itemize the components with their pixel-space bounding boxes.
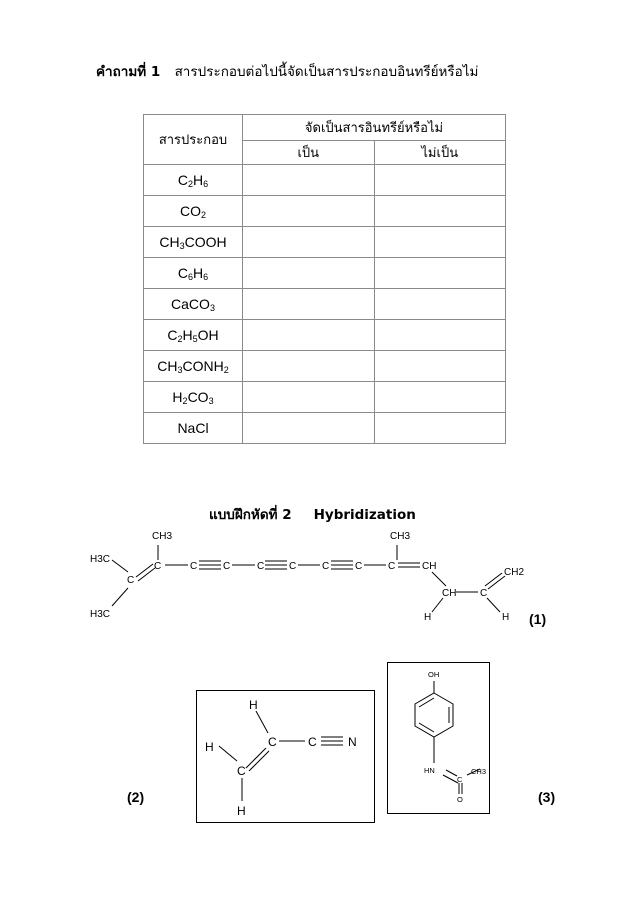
answer-cell-yes[interactable] bbox=[243, 258, 375, 289]
compound-cell: $H_2CO_3$ bbox=[144, 382, 243, 413]
answer-cell-yes[interactable] bbox=[243, 351, 375, 382]
answer-cell-yes[interactable] bbox=[243, 382, 375, 413]
answer-cell-no[interactable] bbox=[374, 258, 506, 289]
atom-oh: OH bbox=[428, 670, 440, 679]
atom-h-top: H bbox=[249, 698, 258, 712]
compound-cell: $C_6H_6$ bbox=[144, 258, 243, 289]
answer-cell-no[interactable] bbox=[374, 320, 506, 351]
atom-ch-low: CH bbox=[442, 588, 457, 599]
exercise-number: แบบฝึกหัดที่ 2 bbox=[209, 507, 292, 523]
atom-c: C bbox=[355, 561, 363, 572]
answer-cell-no[interactable] bbox=[374, 165, 506, 196]
table-row bbox=[144, 382, 506, 413]
atom-c-left: C bbox=[127, 575, 135, 586]
atom-h-left: H bbox=[424, 612, 432, 623]
classification-table bbox=[143, 114, 506, 444]
structure-2-diagram bbox=[197, 691, 374, 822]
atom-c: C bbox=[257, 561, 265, 572]
atom-ch2: CH2 bbox=[504, 567, 525, 578]
atom-h-left: H bbox=[205, 740, 214, 754]
answer-cell-yes[interactable] bbox=[243, 196, 375, 227]
atom-n: N bbox=[348, 735, 357, 749]
atom-h-right: H bbox=[502, 612, 510, 623]
compound-cell: CaCO$_3$ bbox=[144, 289, 243, 320]
structure-2-box bbox=[196, 690, 375, 823]
atom-o: O bbox=[457, 795, 463, 804]
answer-cell-no[interactable] bbox=[374, 351, 506, 382]
atom-c-mid: C bbox=[268, 735, 277, 749]
compound-cell: $CH_3CONH_2$ bbox=[144, 351, 243, 382]
table-row bbox=[144, 413, 506, 444]
answer-cell-no[interactable] bbox=[374, 413, 506, 444]
atom-h3c-top: H3C bbox=[90, 554, 111, 565]
question-number: คำถามที่ 1 bbox=[96, 64, 161, 80]
answer-cell-no[interactable] bbox=[374, 227, 506, 258]
atom-c: C bbox=[289, 561, 297, 572]
compound-cell: $CH_3COOH$ bbox=[144, 227, 243, 258]
compound-cell: NaCl bbox=[144, 413, 243, 444]
compound-cell: $CO_2$ bbox=[144, 196, 243, 227]
answer-cell-yes[interactable] bbox=[243, 227, 375, 258]
header-compound: สารประกอบ bbox=[144, 115, 243, 165]
table-row bbox=[144, 320, 506, 351]
table-row bbox=[144, 165, 506, 196]
table-row bbox=[144, 258, 506, 289]
atom-ch3-right: CH3 bbox=[390, 531, 411, 542]
answer-cell-yes[interactable] bbox=[243, 320, 375, 351]
header-organic-or-not: จัดเป็นสารอินทรีย์หรือไม่ bbox=[243, 115, 506, 141]
header-no: ไม่เป็น bbox=[374, 140, 506, 165]
answer-cell-yes[interactable] bbox=[243, 165, 375, 196]
table-row bbox=[144, 351, 506, 382]
atom-c: C bbox=[322, 561, 330, 572]
atom-c2: C bbox=[154, 561, 162, 572]
question-1-title bbox=[96, 60, 478, 82]
answer-cell-no[interactable] bbox=[374, 196, 506, 227]
atom-c: C bbox=[190, 561, 198, 572]
structure-3-diagram bbox=[388, 663, 489, 813]
structure-1-label: (1) bbox=[529, 611, 547, 627]
atom-c: C bbox=[388, 561, 396, 572]
atom-c: C bbox=[223, 561, 231, 572]
atom-ch: CH bbox=[422, 561, 437, 572]
question-text: สารประกอบต่อไปนี้จัดเป็นสารประกอบอินทรีย์หรือไม่ bbox=[174, 64, 479, 80]
atom-hn: HN bbox=[424, 766, 435, 775]
atom-c-low: C bbox=[237, 764, 246, 778]
structure-3-box bbox=[387, 662, 490, 814]
table-row bbox=[144, 196, 506, 227]
atom-h-bottom: H bbox=[237, 804, 246, 818]
table-row bbox=[144, 289, 506, 320]
atom-h3c-bottom: H3C bbox=[90, 609, 111, 620]
atom-ch3-left: CH3 bbox=[152, 531, 173, 542]
atom-ch3: CH3 bbox=[471, 767, 487, 776]
atom-c-low: C bbox=[480, 588, 488, 599]
compound-cell: $C_2H_6$ bbox=[144, 165, 243, 196]
atom-c: C bbox=[457, 775, 463, 784]
structure-3-label: (3) bbox=[538, 789, 556, 805]
compound-cell: $C_2H_5OH$ bbox=[144, 320, 243, 351]
answer-cell-no[interactable] bbox=[374, 289, 506, 320]
exercise-topic: Hybridization bbox=[313, 507, 416, 523]
structure-2-label: (2) bbox=[127, 789, 145, 805]
atom-c-nitrile: C bbox=[308, 735, 317, 749]
answer-cell-yes[interactable] bbox=[243, 289, 375, 320]
answer-cell-no[interactable] bbox=[374, 382, 506, 413]
answer-cell-yes[interactable] bbox=[243, 413, 375, 444]
table-row bbox=[144, 227, 506, 258]
header-yes: เป็น bbox=[243, 140, 375, 165]
